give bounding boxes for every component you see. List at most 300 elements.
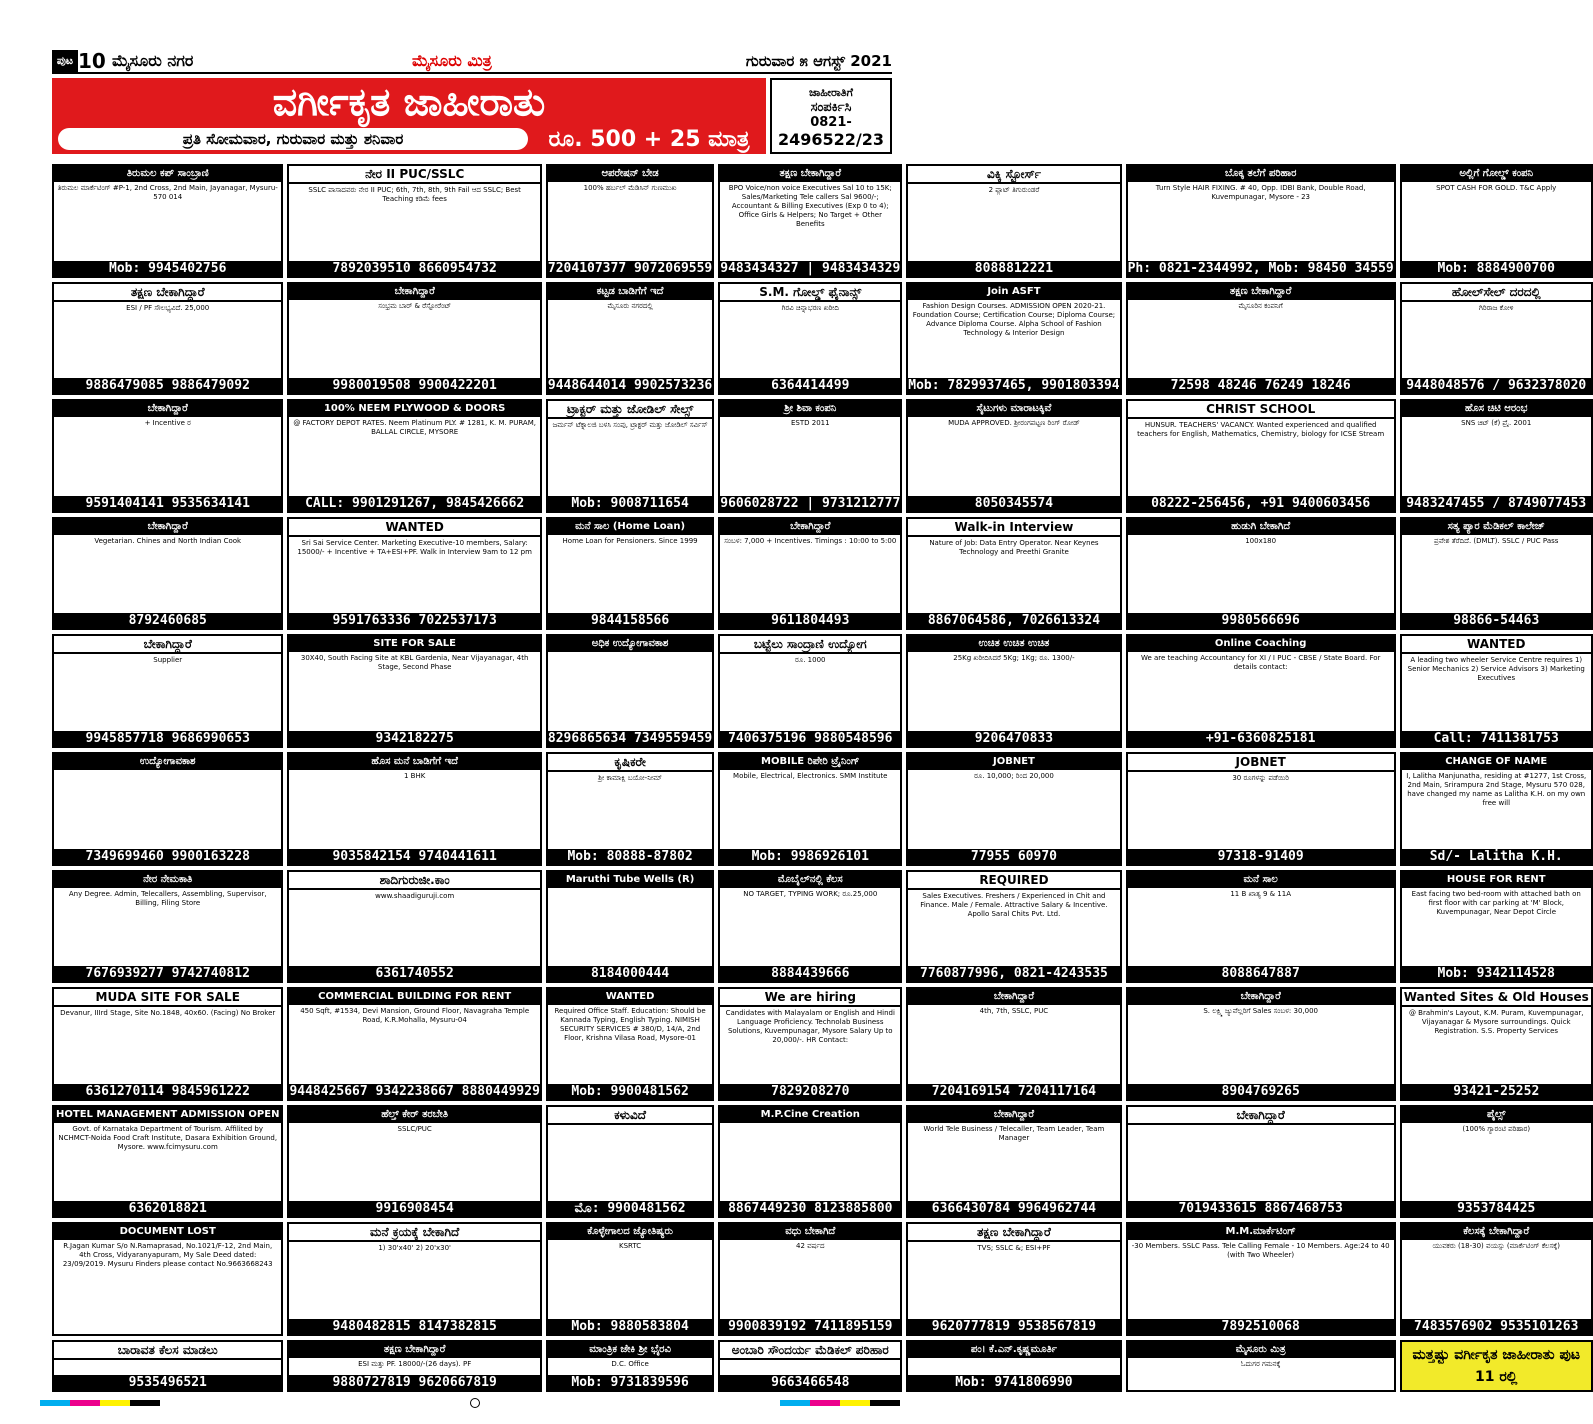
ad-heading: ವಧು ಬೇಕಾಗಿದೆ <box>720 1224 900 1240</box>
ad-body: Devanur, IIIrd Stage, Site No.1848, 40x60. (Facing) No Broker <box>60 1009 276 1018</box>
classified-ad <box>1400 752 1593 866</box>
ad-phone: Mob: 9900481562 <box>548 1084 712 1099</box>
ad-body: @ FACTORY DEPOT RATES. Neem Platinum PLY. # 1281, K. M. PURAM, BALLAL CIRCLE, MYSORE <box>293 419 536 437</box>
classified-ad <box>718 870 902 984</box>
classified-ad <box>287 987 541 1101</box>
ad-heading: ಬೇಕಾಗಿದ್ದಾರೆ <box>1128 989 1394 1005</box>
ad-phone: 7676939277 9742740812 <box>54 966 281 981</box>
classified-ad <box>546 517 714 631</box>
ad-body: -30 Members. SSLC Pass. Tele Calling Female - 10 Members. Age:24 to 40 (with Two Wheeler) <box>1131 1242 1390 1260</box>
ad-body: NO TARGET, TYPING WORK; ರೂ.25,000 <box>743 889 878 898</box>
ad-heading: Walk-in Interview <box>908 519 1119 537</box>
ad-heading: WANTED <box>289 519 539 537</box>
ad-phone: 8884439666 <box>720 966 900 981</box>
ad-phone: 7019433615 8867468753 <box>1128 1201 1394 1216</box>
ad-phone: 8867449230 8123885800 <box>720 1201 900 1216</box>
ad-heading: We are hiring <box>720 989 900 1007</box>
classified-ad <box>287 164 541 278</box>
ad-body: HUNSUR. TEACHERS' VACANCY. Wanted experienced and qualified teachers for English, Mathematics, Chemistry, biology for ICSE Stream <box>1137 421 1385 439</box>
ad-heading: ಮೊಬೈಲ್‌ನಲ್ಲಿ ಕೆಲಸ <box>720 872 900 888</box>
ad-phone: 9663466548 <box>720 1375 900 1390</box>
ad-phone: 7204107377 9072069559 <box>547 260 713 276</box>
contact-line-4: 2496522/23 <box>777 130 885 149</box>
ad-body: ESTD 2011 <box>790 419 830 428</box>
classified-ad <box>52 1105 283 1219</box>
classified-ad <box>287 870 541 984</box>
ad-phone: Mob: 9342114528 <box>1402 966 1591 981</box>
ad-heading: WANTED <box>548 989 712 1005</box>
ad-body: ಸಂಭ್ರಮ ಬಾರ್ & ರೆಸ್ಟೋರೆಂಟ್ <box>378 301 452 310</box>
ad-heading: ಬೇಕಾಗಿದ್ದಾರೆ <box>54 636 281 654</box>
classified-ad <box>52 752 283 866</box>
ad-phone: 6361270114 9845961222 <box>54 1084 281 1099</box>
ad-phone: 7892510068 <box>1128 1319 1394 1334</box>
ad-phone: 08222-256456, +91 9400603456 <box>1128 496 1394 511</box>
ad-phone: 7406375196 9880548596 <box>720 731 900 746</box>
page-number: 10 <box>78 49 106 73</box>
classified-ad <box>906 987 1121 1101</box>
classified-ad <box>1400 164 1593 278</box>
ad-phone: Mob: 9945402756 <box>54 261 281 276</box>
ad-body: S. ಲಕ್ಷ್ಮಿ ಜ್ಯುವೆಲ್ಲರಿಗೆ Sales ಸಂಬಳ: 30,000 <box>1203 1007 1318 1016</box>
classified-ad <box>906 399 1121 513</box>
ad-phone: +91-6360825181 <box>1128 731 1394 746</box>
ad-heading: ಶ್ರೀ ಶಿವಾ ಕಂಪನಿ <box>720 401 900 417</box>
classified-ad <box>52 164 283 278</box>
ad-phone: 77955 60970 <box>908 849 1119 864</box>
ad-body: Mobile, Electrical, Electronics. SMM Institute <box>733 771 888 780</box>
ad-body <box>548 1125 712 1202</box>
ad-heading: SITE FOR SALE <box>289 636 539 652</box>
ad-phone: 9620777819 9538567819 <box>908 1319 1119 1334</box>
ad-heading: Maruthi Tube Wells (R) <box>548 872 712 888</box>
ad-body: ಗಿರವಿ ಚಿನ್ನಾಭರಣ ಖರೀದಿ <box>781 303 839 312</box>
classified-ad <box>287 1340 541 1392</box>
ad-body: KSRTC <box>619 1242 642 1251</box>
classified-ad <box>287 634 541 748</box>
ad-body: www.shaadiguruji.com <box>375 891 455 900</box>
ad-heading: ಮನೆ ಸಾಲ (Home Loan) <box>548 519 712 535</box>
classified-ad <box>906 870 1121 984</box>
ad-phone: 7892039510 8660954732 <box>289 261 539 276</box>
ad-body: Govt. of Karnataka Department of Tourism. Affilited by NCHMCT-Noida Food Craft Institute, Dasara Exhibition Ground, Mysore. www.fcimysuru.com <box>58 1124 278 1151</box>
ad-heading: ಕೆಲಸಕ್ಕೆ ಬೇಕಾಗಿದ್ದಾರೆ <box>1402 1224 1591 1240</box>
ad-heading: ಹೊಸ ಚಿಟಿ ಆರಂಭ <box>1402 401 1591 417</box>
ad-phone: 9535496521 <box>54 1375 281 1390</box>
ad-heading: ತಕ್ಷಣ ಬೇಕಾಗಿದ್ದಾರೆ <box>54 284 281 302</box>
ad-heading: ತಕ್ಷಣ ಬೇಕಾಗಿದ್ದಾರೆ <box>720 166 900 182</box>
ad-heading: ಬೇಕಾಗಿದ್ದಾರೆ <box>720 519 900 535</box>
classified-ad <box>906 1340 1121 1392</box>
ad-heading: ಬೊಕ್ಕ ತಲೆಗೆ ಪರಿಹಾರ <box>1128 166 1394 182</box>
classified-ad <box>906 282 1121 396</box>
ad-heading: ಹೆಲ್ತ್ ಕೇರ್ ತರಬೇತಿ <box>289 1107 539 1123</box>
classified-ad <box>718 282 902 396</box>
classified-ad <box>546 1340 714 1392</box>
ad-phone: Call: 7411381753 <box>1402 731 1591 746</box>
classified-ad <box>546 282 714 396</box>
ad-heading: COMMERCIAL BUILDING FOR RENT <box>289 989 539 1005</box>
ad-phone: 8050345574 <box>908 496 1119 511</box>
ad-body: SSLC/PUC <box>397 1124 432 1133</box>
classified-ad <box>1400 987 1593 1101</box>
ad-phone: Mob: 8884900700 <box>1402 261 1591 276</box>
classified-ad <box>546 399 714 513</box>
ad-heading: 100% NEEM PLYWOOD & DOORS <box>289 401 539 417</box>
ad-phone: 9448644014 9902573236 <box>547 378 713 394</box>
classifieds-banner <box>52 78 766 154</box>
ad-phone: 7829208270 <box>720 1084 900 1099</box>
ad-heading: JOBNET <box>1128 754 1394 772</box>
ad-heading: ಹೊಸ ಮನೆ ಬಾಡಿಗೆಗೆ ಇದೆ <box>289 754 539 770</box>
classified-ad <box>546 1105 714 1219</box>
ad-phone: 9591763336 7022537173 <box>289 613 539 628</box>
banner-subtitle: ಪ್ರತಿ ಸೋಮವಾರ, ಗುರುವಾರ ಮತ್ತು ಶನಿವಾರ <box>58 128 528 150</box>
classified-ad <box>718 1340 902 1392</box>
classified-ad <box>52 1340 283 1392</box>
ad-heading: ತಿರುಮಲ ಕಪ್ ಸಾಂಬ್ರಾಣಿ <box>54 166 281 182</box>
ad-phone: 9353784425 <box>1402 1201 1591 1216</box>
classified-ad <box>287 517 541 631</box>
classified-ad <box>1400 634 1593 748</box>
ad-heading: ಉಚಿತ ಉಚಿತ ಉಚಿತ <box>908 636 1119 652</box>
ad-body: We are teaching Accountancy for XI / I PUC - CBSE / State Board. For details contact: <box>1140 654 1381 672</box>
classified-ad <box>546 164 714 278</box>
ad-heading: ನೇರ II PUC/SSLC <box>289 166 539 184</box>
classified-ad <box>1126 870 1396 984</box>
ad-heading: CHANGE OF NAME <box>1402 754 1591 770</box>
ad-heading: CHRIST SCHOOL <box>1128 401 1394 419</box>
classified-ad <box>1126 1222 1396 1336</box>
print-color-bar <box>40 1400 160 1406</box>
ad-body: ಮೈಸೂರಿನ ಕಂಪನಿಗೆ <box>1238 301 1283 310</box>
ad-phone: 9342182275 <box>289 731 539 746</box>
ad-body: 1) 30'x40' 2) 20'x30' <box>378 1244 451 1253</box>
classified-ad <box>906 1105 1121 1219</box>
ad-phone: 7349699460 9900163228 <box>54 849 281 864</box>
contact-box <box>770 78 892 154</box>
ad-body: 42 ವರ್ಷದ <box>796 1242 825 1251</box>
classified-ad <box>52 634 283 748</box>
ad-body: ESI / PF ಸೌಲಭ್ಯವಿದೆ. 25,000 <box>126 303 210 312</box>
ad-phone: 6364414499 <box>720 378 900 393</box>
ad-phone: 98866-54463 <box>1402 613 1591 628</box>
ad-phone: 6361740552 <box>289 966 539 981</box>
ad-phone: 7204169154 7204117164 <box>908 1084 1119 1099</box>
ad-phone: Mob: 9880583804 <box>548 1319 712 1334</box>
classified-ad <box>1126 987 1396 1101</box>
ad-heading: JOBNET <box>908 754 1119 770</box>
classified-ad <box>52 399 283 513</box>
ad-body: TVS; SSLC &; ESI+PF <box>977 1244 1051 1253</box>
ad-phone: 9448048576 / 9632378020 <box>1402 378 1591 393</box>
banner-price: ರೂ. 500 + 25 ಮಾತ್ರ <box>548 127 750 152</box>
ad-body <box>548 888 712 967</box>
print-color-bar <box>780 1400 900 1406</box>
ad-phone: 8088812221 <box>908 261 1119 276</box>
ad-phone: 9606028722 | 9731212777 <box>720 495 901 511</box>
classified-ad <box>1126 1340 1396 1392</box>
ad-phone: Mob: 7829937465, 9901803394 <box>908 378 1120 394</box>
classified-ad <box>546 634 714 748</box>
ad-body: Fashion Design Courses. ADMISSION OPEN 2020-21. Foundation Course; Certification Course; Diploma Course; Advance Diploma Course. Alpha School of Fashion Technology & Interior Design <box>912 301 1116 337</box>
classified-ad <box>1400 517 1593 631</box>
classified-ad <box>906 1222 1121 1336</box>
ad-body: East facing two bed-room with attached bath on first floor with car parking at 'M' Block, Kuvempunagar, Near Depot Circle <box>1411 889 1581 916</box>
ad-body: (100% ಗ್ಯಾರಂಟಿ ಪರಿಹಾರ) <box>1462 1124 1531 1133</box>
page-label: ಪುಟ <box>52 50 78 72</box>
ad-heading: ಮನೆ ಸಾಲ <box>1128 872 1394 888</box>
ad-heading: MUDA SITE FOR SALE <box>54 989 281 1007</box>
classified-ad <box>1126 399 1396 513</box>
ad-heading: MOBILE ರಿಪೇರಿ ಟ್ರೈನಿಂಗ್ <box>720 754 900 770</box>
classified-ad <box>287 1222 541 1336</box>
ad-heading: ಶಾದಿಗುರುಜೀ.ಕಾಂ <box>289 872 539 890</box>
classified-ad <box>52 1222 283 1336</box>
ad-heading: ಪೈಲ್ಸ್ <box>1402 1107 1591 1123</box>
ad-body <box>1128 1125 1394 1202</box>
classified-ad <box>1400 870 1593 984</box>
ad-heading: ಅಲ್ಲಿಗೆ ಗೋಲ್ಡ್ ಕಂಪನಿ <box>1402 166 1591 182</box>
ad-phone: Mob: 9731839596 <box>548 1375 712 1390</box>
ad-body: I, Lalitha Manjunatha, residing at #1277, 1st Cross, 2nd Main, Srirampura 2nd Stage, Mysuru 570 028, have changed my name as Lalitha K.H. on my own free will <box>1406 771 1587 807</box>
classified-ad <box>906 164 1121 278</box>
ad-heading: HOTEL MANAGEMENT ADMISSION OPEN <box>54 1107 281 1123</box>
ad-body: ಜರ್ಮನ್ ಟೆಕ್ನಾಲಜಿ ಬಳಸಿ ಸಂಪು, ಟ್ರಾಕ್ಟರ್ ಮತ್ತು ಜೋಡಿಲ್ ಸರ್ವಿಸ್ <box>552 421 708 430</box>
ad-body: A leading two wheeler Service Centre requires 1) Senior Mechanics 2) Service Advisors 3) Marketing Executives <box>1407 656 1585 683</box>
classified-ad <box>1400 399 1593 513</box>
ad-body <box>908 1358 1119 1375</box>
ad-body: Supplier <box>153 656 183 665</box>
ad-phone: Mob: 9986926101 <box>720 849 900 864</box>
ad-heading: ಮೈಸೂರು ಮಿತ್ರ <box>1128 1342 1394 1358</box>
contact-line-2: ಸಂಪರ್ಕಿಸಿ <box>810 100 852 115</box>
classified-ad <box>718 634 902 748</box>
ad-phone: 9916908454 <box>289 1201 539 1216</box>
ad-body: ಓದುಗರ ಗಮನಕ್ಕೆ <box>1240 1359 1281 1368</box>
ad-heading: ಹೋಲ್‌ಸೇಲ್ ದರದಲ್ಲಿ <box>1402 284 1591 302</box>
ad-phone: 8904769265 <box>1128 1084 1394 1099</box>
ad-body: Any Degree. Admin, Telecallers, Assembling, Supervisor, Billing, Filing Store <box>68 889 267 907</box>
classified-ad <box>287 1105 541 1219</box>
ad-heading: Join ASFT <box>908 284 1119 300</box>
ad-body: SPOT CASH FOR GOLD. T&C Apply <box>1436 184 1557 192</box>
classified-ad <box>52 987 283 1101</box>
ad-body <box>720 1360 900 1375</box>
ad-phone: 9945857718 9686990653 <box>54 731 281 746</box>
ad-body: ಯುವಕರು (18-30) ವಯಸ್ಸು (ಮಾರ್ಕೆಟಿಂಗ್ ಕೆಲಸಕ್ಕೆ) <box>1432 1242 1560 1251</box>
ad-body: World Tele Business / Telecaller, Team Leader, Team Manager <box>923 1124 1105 1142</box>
ad-phone: 6366430784 9964962744 <box>908 1201 1119 1216</box>
classified-ad <box>906 517 1121 631</box>
classified-ad <box>1126 164 1396 278</box>
ad-phone: 9844158566 <box>548 613 712 628</box>
ad-heading: ಮಾಂತ್ರಿಕ ಜೇಕಿ ಶ್ರೀ ಭೈರವಿ <box>548 1342 712 1358</box>
ad-body: Sri Sai Service Center. Marketing Executive-10 members, Salary: 15000/- + Incentive + TA+ESI+PF. Walk in Interview 9am to 12 pm <box>297 538 532 556</box>
ad-heading: ಕೊಳ್ಳೇಗಾಲದ ಜ್ಯೋತಿಷ್ಯರು <box>548 1224 712 1240</box>
ad-body: Vegetarian. Chines and North Indian Cook <box>94 536 242 545</box>
ad-body: 1 BHK <box>403 771 426 780</box>
classified-ad <box>1126 517 1396 631</box>
ad-heading: S.M. ಗೋಲ್ಡ್ ಫೈನಾನ್ಸ್ <box>720 284 900 302</box>
ad-heading: ಬೇಕಾಗಿದ್ದಾರೆ <box>54 519 281 535</box>
ad-phone: 9611804493 <box>720 613 900 628</box>
ad-body: Sales Executives. Freshers / Experienced in Chit and Finance. Male / Female. Attractive Salary & Incentive. Apollo Saral Chits Pvt. Ltd. <box>920 891 1108 918</box>
ad-heading: ಟ್ರಾಕ್ಟರ್ ಮತ್ತು ಜೋಡಿಲ್ ಸೇಲ್ಸ್ <box>548 401 712 419</box>
ad-body: ತಿರುಮಲ ಮಾರ್ಕೆಟಿಂಗ್ #P-1, 2nd Cross, 2nd Main, Jayanagar, Mysuru-570 014 <box>57 184 278 201</box>
ad-heading: ತಕ್ಷಣ ಬೇಕಾಗಿದ್ದಾರೆ <box>1128 284 1394 300</box>
ad-heading: ಬಟ್ಟೆಲು ಸಾಂದ್ರಾಣಿ ಉದ್ಯೋಗ <box>720 636 900 654</box>
ad-phone: 9483247455 / 8749077453 <box>1402 496 1591 511</box>
classified-ad <box>1400 1222 1593 1336</box>
ad-heading: ಬೇಕಾಗಿದ್ದಾರೆ <box>1128 1107 1394 1125</box>
classified-ad <box>718 1105 902 1219</box>
ad-heading: ವಿಕ್ಕಿ ಸ್ಟೋರ್ಸ್ <box>908 166 1119 184</box>
ad-phone: Sd/- Lalitha K.H. <box>1402 849 1591 864</box>
ad-body: D.C. Office <box>611 1359 649 1368</box>
classified-ad <box>287 282 541 396</box>
ad-body: MUDA APPROVED. ಶ್ರೀರಂಗಪಟ್ಟಣ ರಿಂಗ್ ರೋಡ್ <box>948 419 1080 428</box>
classified-ad <box>718 164 902 278</box>
ad-body <box>548 652 712 731</box>
ad-heading: ತಕ್ಷಣ ಬೇಕಾಗಿದ್ದಾರೆ <box>289 1342 539 1358</box>
contact-line-3: 0821- <box>810 115 852 130</box>
classified-ad <box>1126 634 1396 748</box>
ad-phone: 9980566696 <box>1128 613 1394 628</box>
masthead <box>52 50 892 74</box>
ad-phone: 8792460685 <box>54 613 281 628</box>
ad-phone: Ph: 0821-2344992, Mob: 98450 34559 <box>1127 260 1394 276</box>
ad-heading: ಆಪರೇಷನ್ ಬೇಡ <box>548 166 712 182</box>
ad-body: ಗಿರಿರಾಜ ಕೋಳಿ <box>1479 303 1514 312</box>
classified-ad <box>1126 752 1396 866</box>
ad-phone: 6362018821 <box>54 1201 281 1216</box>
ad-phone: 9900839192 7411895159 <box>720 1319 900 1334</box>
ad-body: 100x180 <box>1245 536 1277 545</box>
ad-phone: Mob: 9008711654 <box>548 496 712 511</box>
classified-ad <box>287 399 541 513</box>
issue-date: ಗುರುವಾರ ೫ ಆಗಸ್ಟ್ 2021 <box>745 52 892 70</box>
ad-body: @ Brahmin's Layout, K.M. Puram, Kuvempunagar, Vijayanagar & Mysore surroundings. Quick Registration. S.S. Property Services <box>1408 1009 1584 1036</box>
classified-ad <box>52 282 283 396</box>
ad-phone: 7760877996, 0821-4243535 <box>908 966 1119 981</box>
contact-line-1: ಜಾಹೀರಾತಿಗೆ <box>809 86 853 99</box>
ad-body: ಶ್ರೀ ಕಾಮಾಕ್ಷಿ ಬಯೋ-ನೀಮ್ <box>598 773 663 782</box>
ad-phone: 97318-91409 <box>1128 849 1394 864</box>
ad-heading: ಸತ್ಯ ಪ್ಯಾರ ಮೆಡಿಕಲ್ ಕಾಲೇಜ್ <box>1402 519 1591 535</box>
ad-heading: ನೇರ ನೇಮಕಾತಿ <box>54 872 281 888</box>
ad-body: 11 B ಖಾತ್ಯ 9 & 11A <box>1230 889 1291 898</box>
ad-heading: ಬೇಕಾಗಿದ್ದಾರೆ <box>289 284 539 300</box>
classified-ad <box>1400 282 1593 396</box>
ad-phone: 9980019508 9900422201 <box>289 378 539 393</box>
classified-ad <box>1126 1105 1396 1219</box>
paper-name: ಮೈಸೂರು ಮಿತ್ರ <box>412 51 492 70</box>
ad-phone: 9448425667 9342238667 8880449929 <box>289 1083 540 1099</box>
ad-heading: M.P.Cine Creation <box>720 1107 900 1123</box>
ad-body: Candidates with Malayalam or English and Hindi Language Proficiency. Technolab Business Solutions, Kuvempunagar, Mysore Salary Up to 20,000/-. HR Contact: <box>725 1009 895 1045</box>
ad-phone: 9886479085 9886479092 <box>54 378 281 393</box>
ad-phone: 9483434327 | 9483434329 <box>720 260 901 276</box>
classified-ads-grid <box>52 164 1589 1392</box>
classified-ad <box>52 870 283 984</box>
ad-body: 4th, 7th, SSLC, PUC <box>979 1007 1049 1016</box>
ad-body: 450 Sqft, #1534, Devi Mansion, Ground Floor, Navagraha Temple Road, K.R.Mohalla, Mysuru-04 <box>300 1007 530 1025</box>
ad-phone: 7483576902 9535101263 <box>1402 1319 1591 1334</box>
ad-body: 30 ರೂಗಳನ್ನು ಪಡೆಯಿರಿ <box>1232 773 1289 782</box>
ad-body: 25Kg ಖರೀದಿಸಿದರೆ 5Kg; 1Kg; ರೂ. 1300/- <box>953 654 1075 663</box>
ad-body: ಮತ್ತಷ್ಟು ವರ್ಗೀಕೃತ ಜಾಹೀರಾತು ಪುಟ 11 ರಲ್ಲಿ <box>1412 1346 1581 1385</box>
ad-heading: M.M.ಮಾರ್ಕೆಟಿಂಗ್ <box>1128 1224 1394 1240</box>
ad-heading: ಬಾರಾವತ ಕೆಲಸ ಮಾಡಲು <box>54 1342 281 1360</box>
ad-body: + Incentive ರ <box>144 419 191 428</box>
ad-heading: ಹುಡುಗಿ ಬೇಕಾಗಿದೆ <box>1128 519 1394 535</box>
ad-heading: ಅಧಿಕ ಉದ್ಯೋಗಾವಕಾಶ <box>548 636 712 652</box>
classified-ad <box>546 752 714 866</box>
classified-ad <box>1400 1340 1593 1392</box>
ad-body: ರೂ. 1000 <box>795 656 826 665</box>
ad-heading: HOUSE FOR RENT <box>1402 872 1591 888</box>
classified-ad <box>546 1222 714 1336</box>
ad-phone: 9591404141 9535634141 <box>54 496 281 511</box>
ad-phone: 72598 48246 76249 18246 <box>1128 378 1394 393</box>
ad-heading: ತಕ್ಷಣ ಬೇಕಾಗಿದ್ದಾರೆ <box>908 1224 1119 1242</box>
ad-body <box>54 770 281 849</box>
classified-ad <box>52 517 283 631</box>
ad-heading: ಕಳುವಿದೆ <box>548 1107 712 1125</box>
classified-ad <box>906 752 1121 866</box>
ad-heading: ಸೈಟುಗಳು ಮಾರಾಟಕ್ಕಿವೆ <box>908 401 1119 417</box>
classified-ad <box>718 399 902 513</box>
ad-heading: DOCUMENT LOST <box>54 1224 281 1240</box>
ad-body: 2 ಪ್ಲಾಟ್ ತಿಗುರುಂಡರೆ <box>988 186 1040 194</box>
ad-body: ಮೈಸೂರು ನಗರದಲ್ಲಿ <box>607 301 653 310</box>
ad-body <box>54 1360 281 1375</box>
ad-phone: 8184000444 <box>548 966 712 981</box>
ad-phone: Mob: 9741806990 <box>908 1375 1119 1390</box>
ad-phone: 9206470833 <box>908 731 1119 746</box>
classified-ad <box>718 987 902 1101</box>
ad-body: ಪ್ರವೇಶ ತೆರೆದಿದೆ. (DMLT). SSLC / PUC Pass <box>1434 536 1559 545</box>
ad-body: SNS ಚಿಟ್ (ಕೆ) ಪ್ರೈ. 2001 <box>1461 419 1532 428</box>
ad-heading: ಪಂ। ಕೆ.ಎನ್.ಕೃಷ್ಣಮೂರ್ತಿ <box>908 1342 1119 1358</box>
classified-ad <box>546 987 714 1101</box>
ad-heading: ಮನೆ ಕ್ರಯಕ್ಕೆ ಬೇಕಾಗಿದೆ <box>289 1224 539 1242</box>
ad-heading: ಅಂಬಾರಿ ಸೌಂದರ್ಯ ಮೆಡಿಕಲ್ ಪರಿಹಾರ <box>720 1342 900 1360</box>
ad-heading: ಕಟ್ಟಡ ಬಾಡಿಗೆಗೆ ಇದೆ <box>548 284 712 300</box>
ad-phone: 8296865634 7349559459 <box>547 730 713 746</box>
ad-body: R.Jagan Kumar S/o N.Ramaprasad, No.1021/F-12, 2nd Main, 4th Cross, Vidyaranyapuram, My Sale Deed dated: 23/09/2019. Mysuru Finders please contact No.9663668243 <box>62 1242 273 1269</box>
ad-heading: Online Coaching <box>1128 636 1394 652</box>
ad-phone: 8088647887 <box>1128 966 1394 981</box>
ad-phone: 8867064586, 7026613324 <box>908 613 1119 628</box>
classified-ad <box>718 752 902 866</box>
ad-heading: ಕೃಷಿಕರೇ <box>548 754 712 772</box>
ad-body: BPO Voice/non voice Executives Sal 10 to 15K; Sales/Marketing Tele callers Sal 9600/-; Accountant & Billing Executives (Exp 0 to 4); Office Girls & Helpers; No Target + Other Benefits <box>728 184 892 228</box>
ad-body: ಸಂಬಳ: 7,000 + Incentives. Timings : 10:00 to 5:00 <box>724 536 897 545</box>
ad-body: Turn Style HAIR FIXING. # 40, Opp. IDBI Bank, Double Road, Kuvempunagar, Mysore - 23 <box>1155 184 1366 201</box>
ad-body <box>720 1123 900 1202</box>
registration-mark-icon <box>470 1398 480 1408</box>
ad-phone: 9035842154 9740441611 <box>289 849 539 864</box>
ad-body: Nature of Job: Data Entry Operator. Near Keynes Technology and Preethi Granite <box>929 538 1099 556</box>
classified-ad <box>906 634 1121 748</box>
ad-heading: ಬೇಕಾಗಿದ್ದಾರೆ <box>908 989 1119 1005</box>
classified-ad <box>1126 282 1396 396</box>
classified-ad <box>718 1222 902 1336</box>
ad-heading: ಬೇಕಾಗಿದ್ದಾರೆ <box>54 401 281 417</box>
classified-ad <box>287 752 541 866</box>
